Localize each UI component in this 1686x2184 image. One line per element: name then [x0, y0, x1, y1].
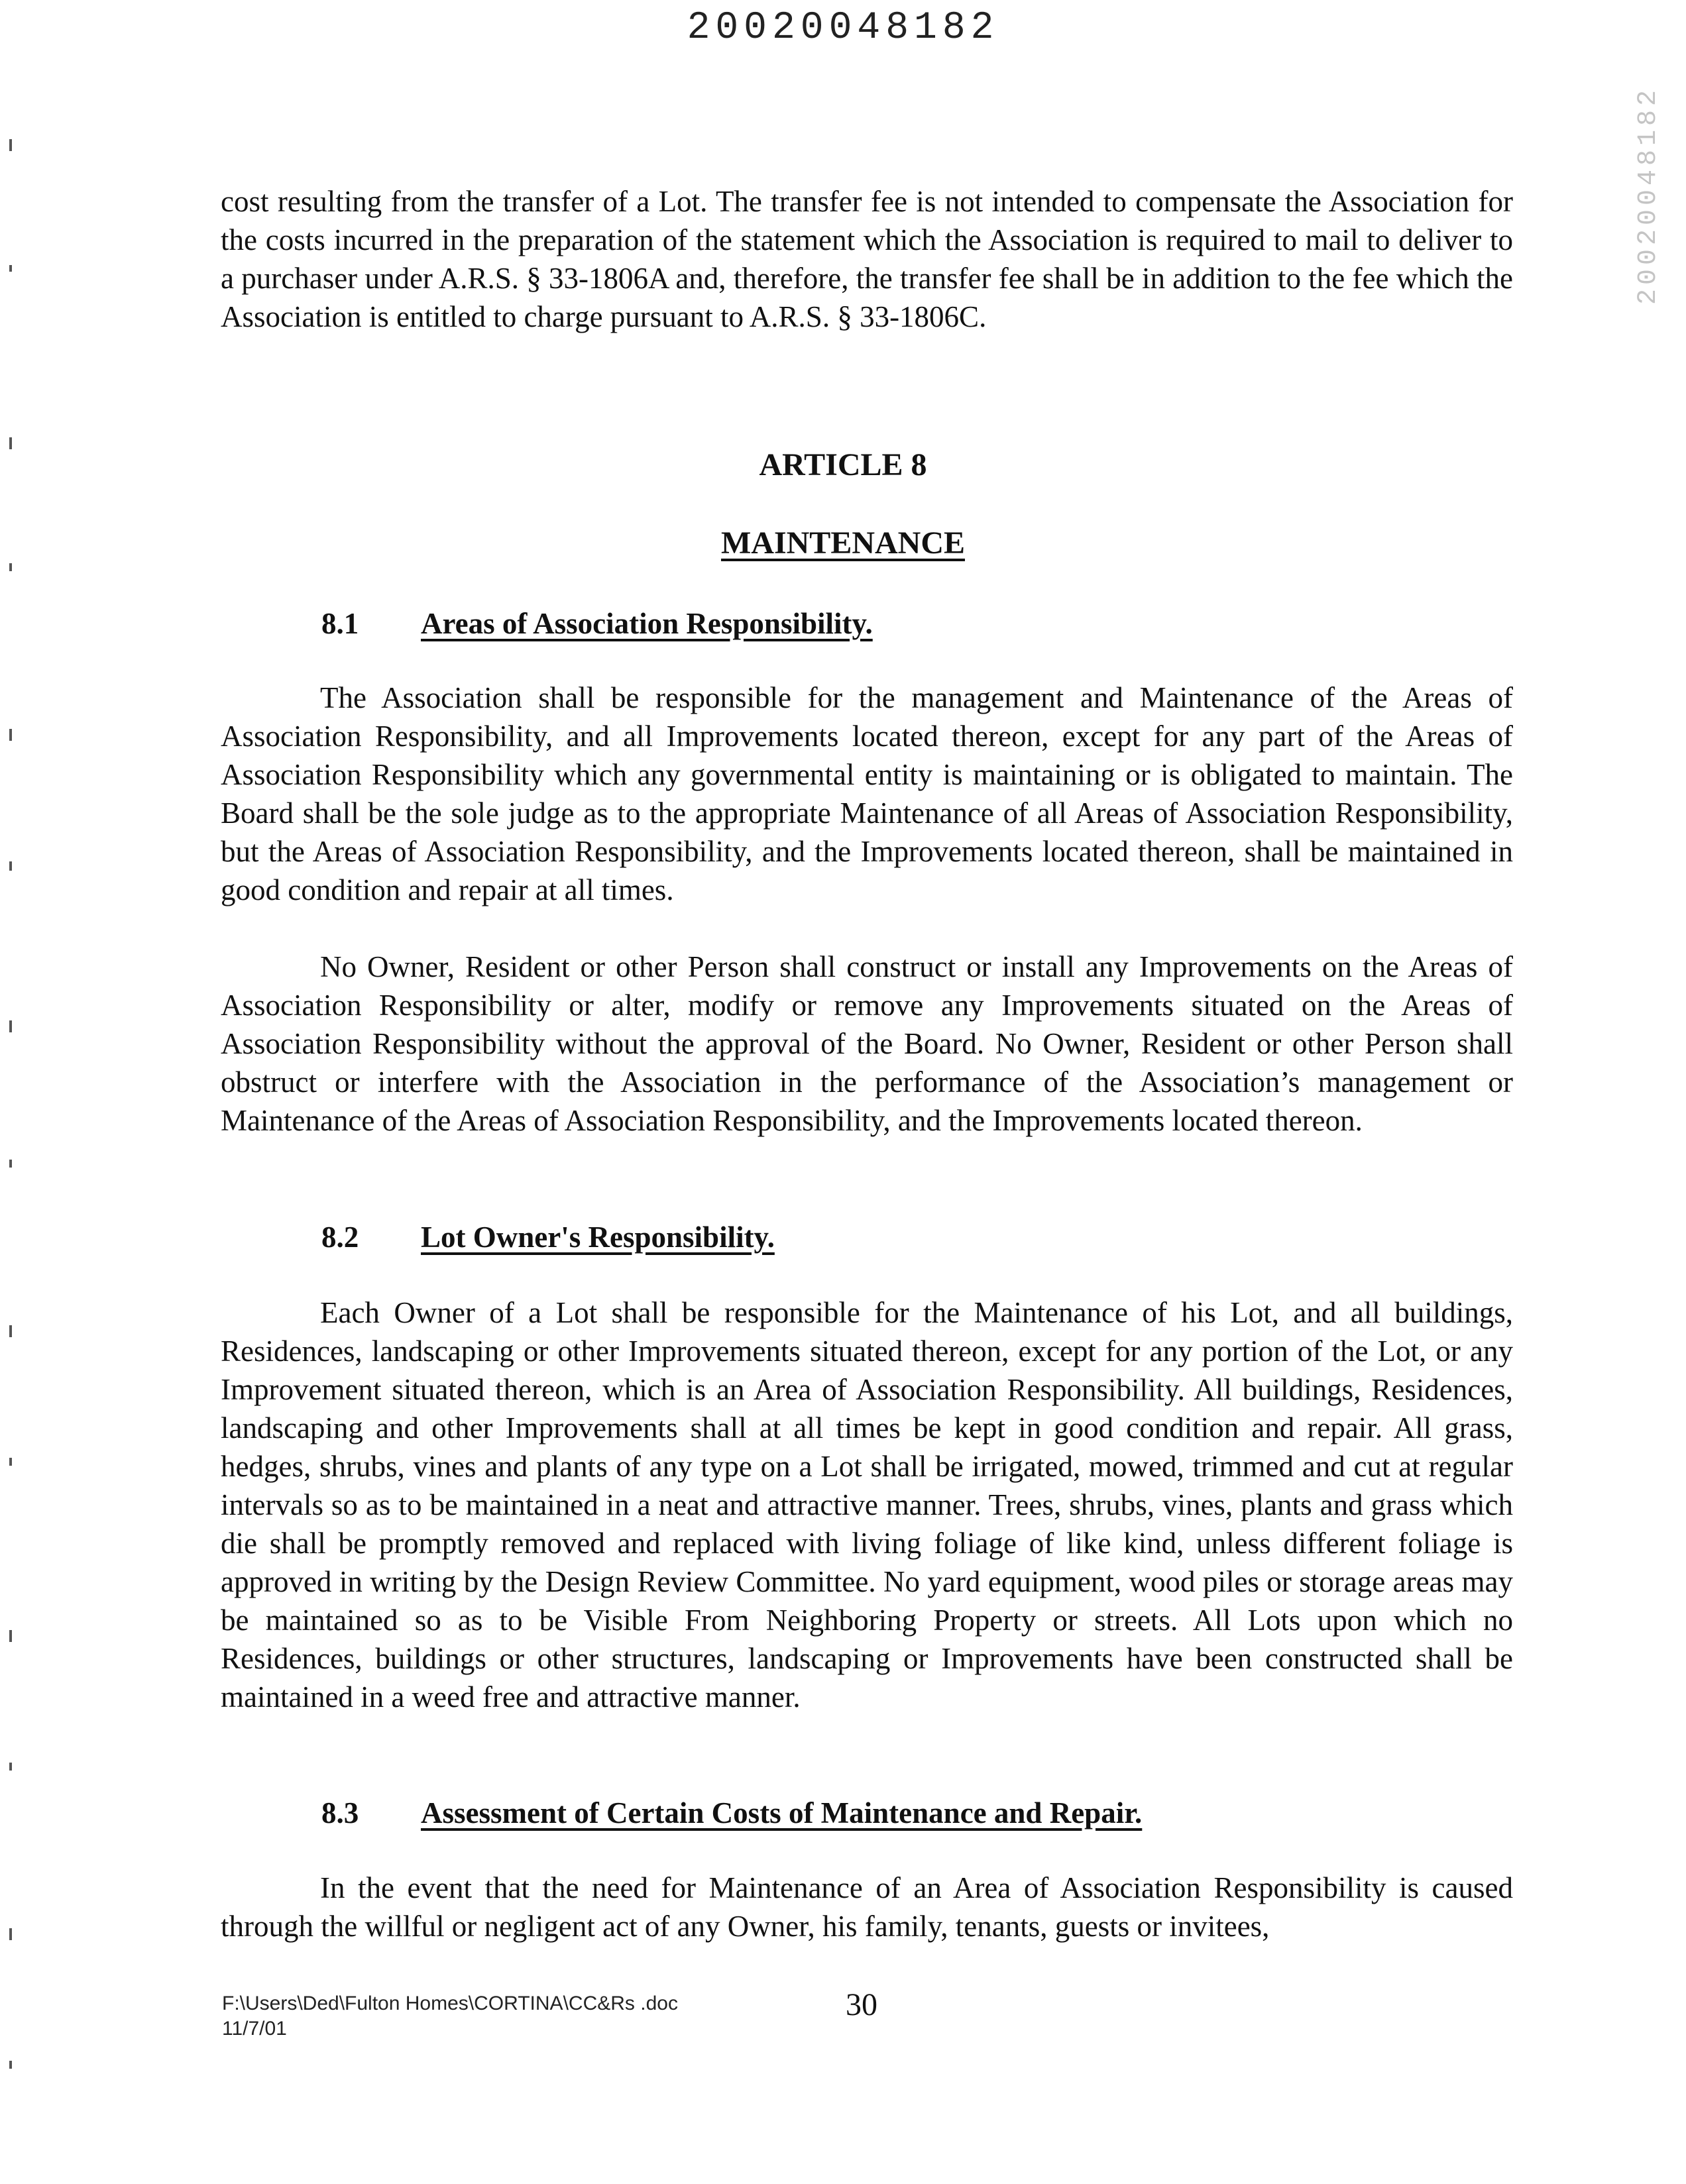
section-8-1-paragraph-1: The Association shall be responsible for the management and Maintenance of the Areas of Association Responsibility, and all Improvements located thereon, except for any part of the Areas of Association Responsibility which any governmental entity is maintaining or is obligated to maintain. The Board shall be the sole judge as to the appropriate Maintenance of all Areas of Association Responsibility, but the Areas of Association Responsibility, and the Improvements located thereon, shall be maintained in good condition and repair at all times. — [221, 681, 1513, 906]
section-number: 8.1 — [321, 607, 359, 640]
page-number: 30 — [846, 1987, 877, 2022]
section-8-1-paragraph-2: No Owner, Resident or other Person shall construct or install any Improvements on the Areas of Association Responsibility or alter, modify or remove any Improvements situated on the Areas of Association Responsibility without the approval of the Board. No Owner, Resident or other Person shall obstruct or interfere with the Association in the performance of the Association’s management or Maintenance of the Areas of Association Responsibility, and the Improvements located thereon. — [221, 950, 1513, 1137]
footer-date: 11/7/01 — [222, 2018, 287, 2040]
section-heading-8-3 — [321, 1794, 1142, 1832]
section-heading-8-1 — [321, 604, 873, 643]
section-8-2-paragraph-1: Each Owner of a Lot shall be responsible for the Maintenance of his Lot, and all buildings, Residences, landscaping or other Improvements situated thereon, except for any portion of the Lot, or any Improvement situated thereon, which is an Area of Association Responsibility. All buildings, Residences, landscaping and other Improvements shall at all times be kept in good condition and repair. All grass, hedges, shrubs, vines and plants of any type on a Lot shall be irrigated, mowed, trimmed and cut at regular intervals so as to be maintained in a neat and attractive manner. Trees, shrubs, vines, plants and grass which die shall be promptly removed and replaced with living foliage of like kind, unless different foliage is approved in writing by the Design Review Committee. No yard equipment, wood piles or storage areas may be maintained so as to be Visible From Neighboring Property or streets. All Lots upon which no Residences, buildings or other structures, landscaping or Improvements have been constructed shall be maintained in a weed free and attractive manner. — [221, 1296, 1513, 1714]
footer-file-info — [222, 1991, 678, 2042]
section-number: 8.3 — [321, 1796, 359, 1829]
section-heading-8-2 — [321, 1218, 775, 1256]
section-number: 8.2 — [321, 1221, 359, 1254]
article-title-text: MAINTENANCE — [720, 525, 965, 561]
recording-number: 20020048182 — [687, 7, 999, 50]
article-title — [0, 523, 1686, 563]
section-8-3-paragraph-1: In the event that the need for Maintenance of an Area of Association Responsibility is caused through the willful or negligent act of any Owner, his family, tenants, guests or invitees, — [221, 1871, 1513, 1943]
section-title: Assessment of Certain Costs of Maintenance and Repair. — [421, 1796, 1143, 1829]
scan-margin-marks — [0, 0, 40, 2184]
side-recording-stamp: 20020048182 — [1634, 86, 1663, 305]
article-number: ARTICLE 8 — [759, 447, 927, 482]
continued-paragraph: cost resulting from the transfer of a Lot. The transfer fee is not intended to compensate the Association for the costs incurred in the preparation of the statement which the Association is required to mail to deliver to a purchaser under A.R.S. § 33-1806A and, therefore, the transfer fee shall be in addition to the fee which the Association is entitled to charge pursuant to A.R.S. § 33-1806C. — [221, 185, 1513, 333]
footer-file-path: F:\Users\Ded\Fulton Homes\CORTINA\CC&Rs .doc — [222, 1993, 678, 2014]
section-title: Lot Owner's Responsibility. — [421, 1221, 775, 1254]
section-title: Areas of Association Responsibility. — [421, 607, 873, 640]
